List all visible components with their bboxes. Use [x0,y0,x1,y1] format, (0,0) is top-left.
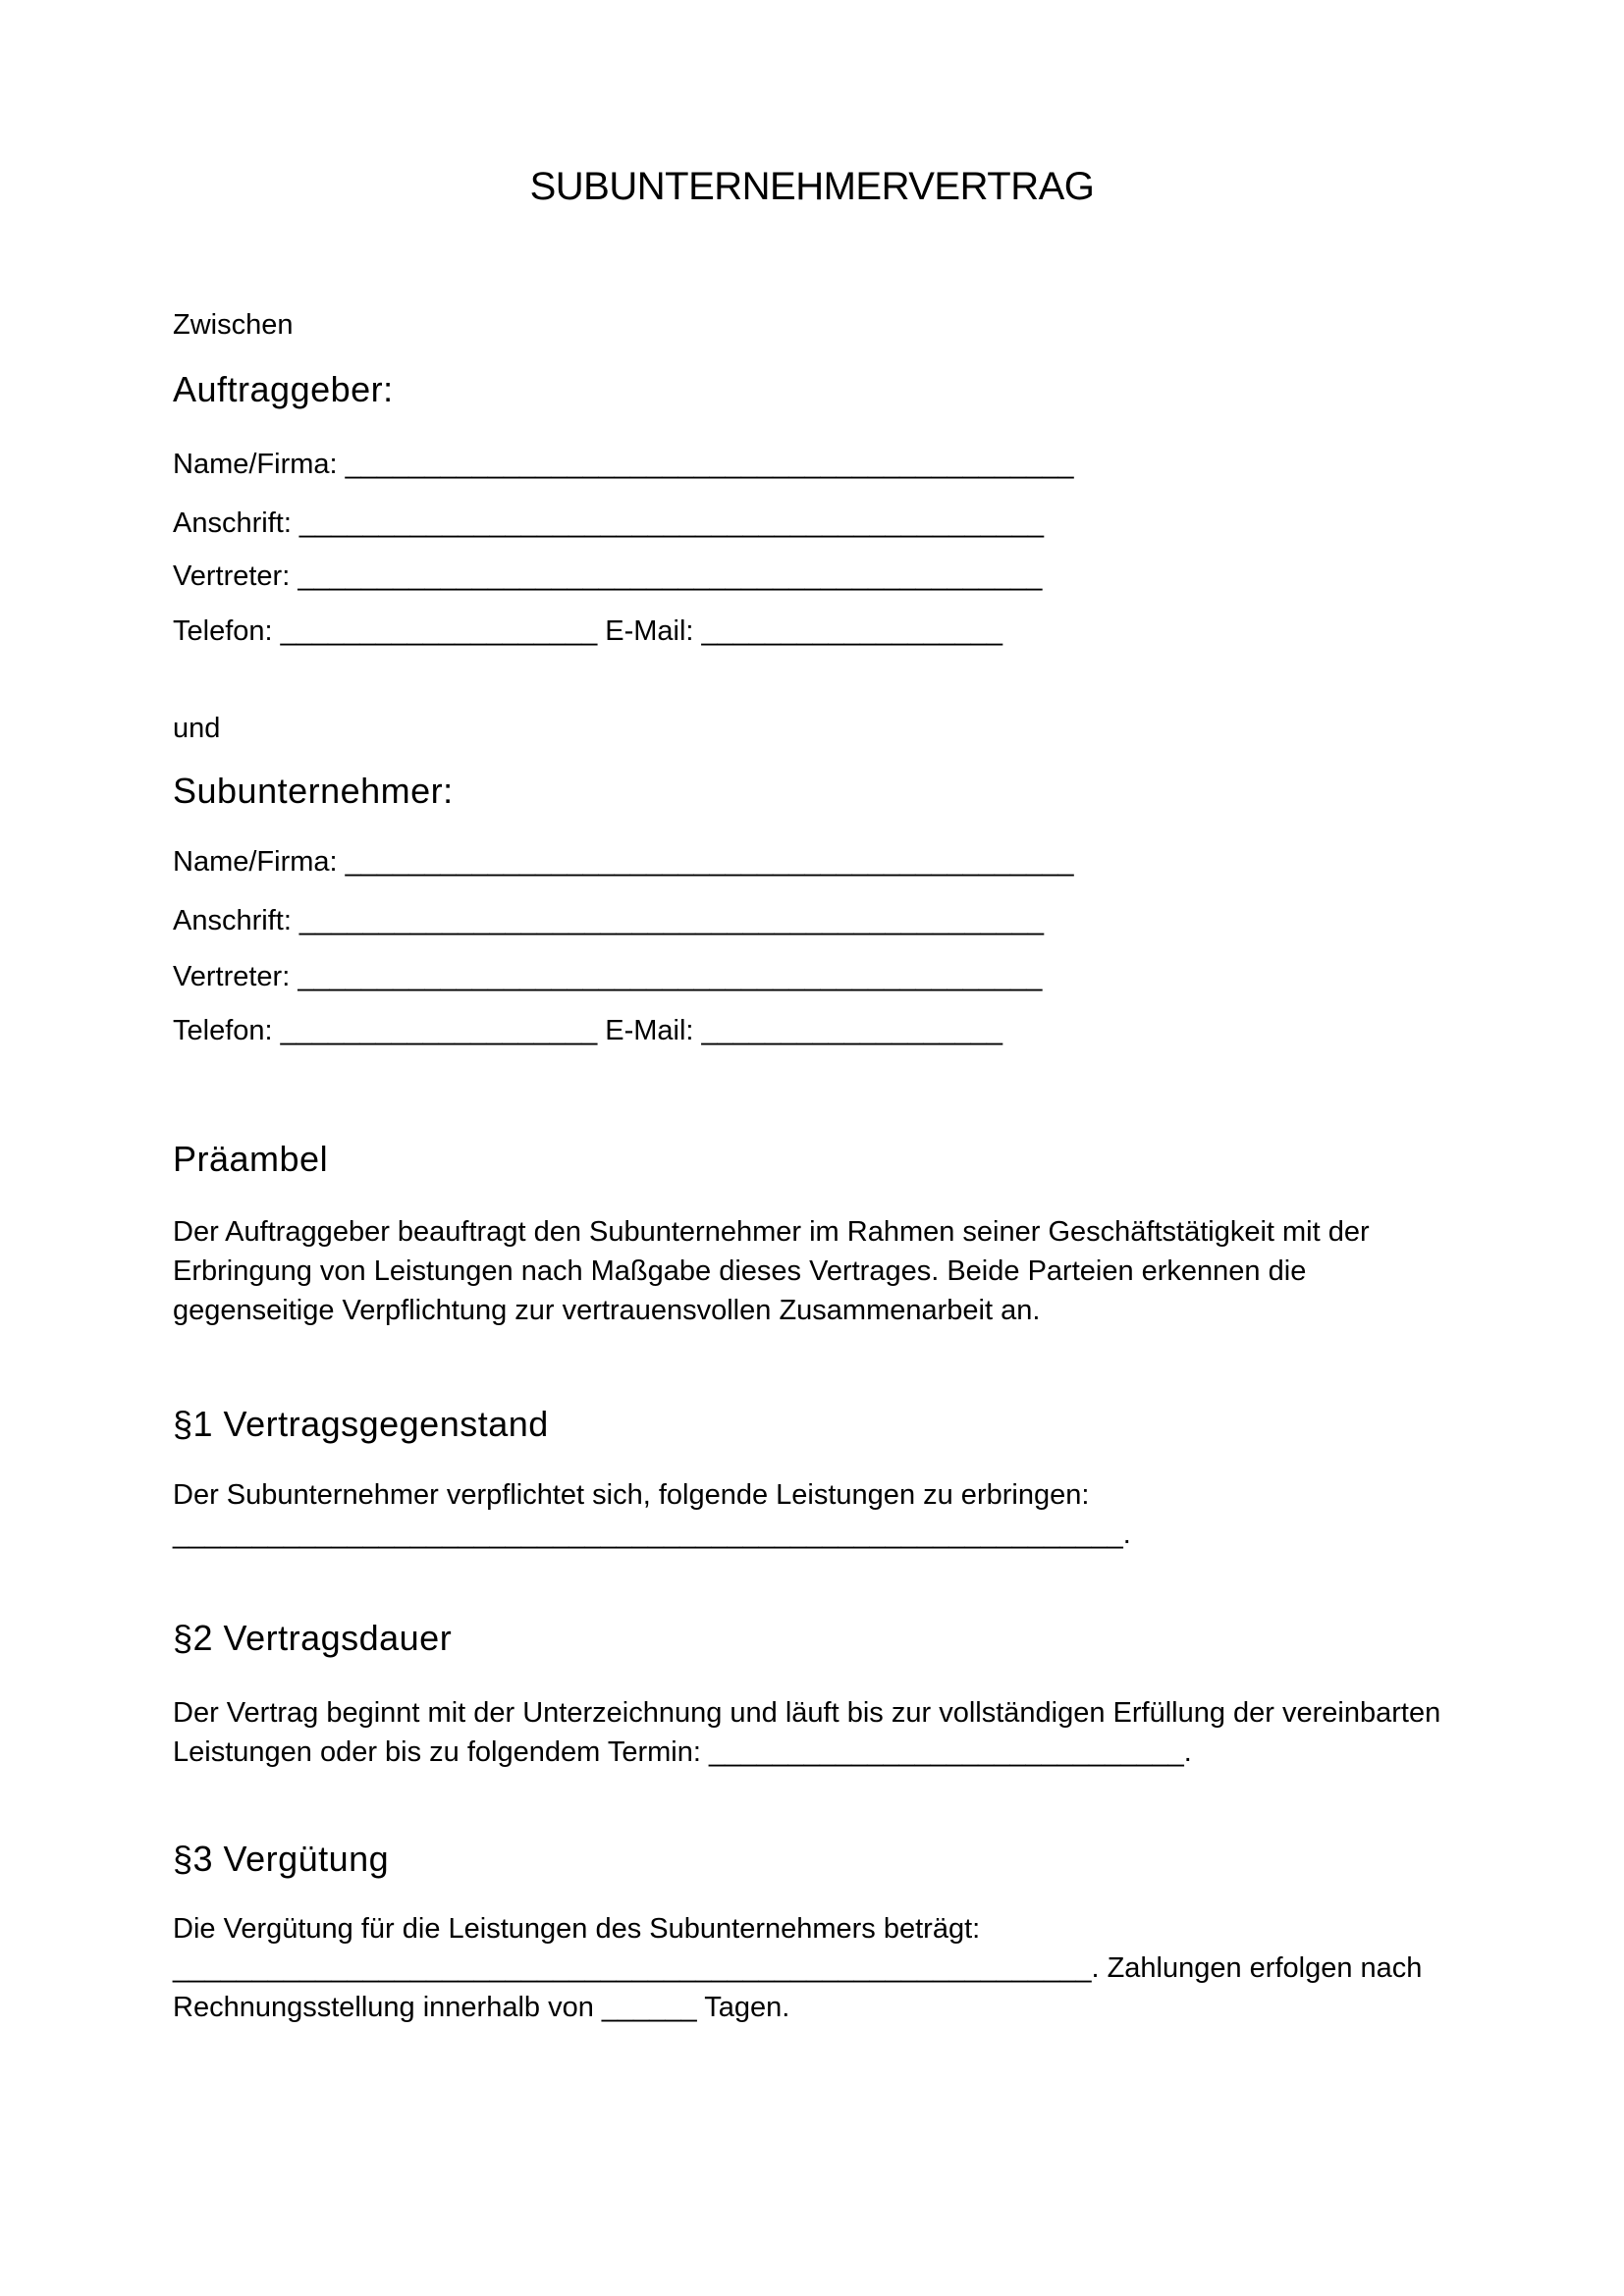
client-heading: Auftraggeber: [173,369,394,409]
intro-word: Zwischen [173,309,294,341]
section-1-heading: §1 Vertragsgegenstand [173,1404,549,1444]
subcontractor-heading: Subunternehmer: [173,771,454,811]
client-address-field: Anschrift: _______________________________________________ [173,507,1044,539]
subcontractor-representative-field: Vertreter: _______________________________________________ [173,961,1043,992]
conjunction-word: und [173,713,221,744]
section-2-paragraph: Der Vertrag beginnt mit der Unterzeichnung und läuft bis zur vollständigen Erfüllung der vereinbarten Leistungen oder bis zu folgendem Termin: ______________________________. [173,1697,1441,1768]
preamble-heading: Präambel [173,1139,329,1179]
subcontractor-address-field: Anschrift: _______________________________________________ [173,905,1044,936]
document-title: SUBUNTERNEHMERVERTRAG [529,165,1095,208]
subcontractor-phone-email-field: Telefon: ____________________ E-Mail: ___________________ [173,1015,1002,1046]
client-name-field: Name/Firma: ______________________________________________ [173,449,1074,480]
client-phone-email-field: Telefon: ____________________ E-Mail: ___________________ [173,615,1002,647]
client-representative-field: Vertreter: _______________________________________________ [173,561,1043,592]
subcontractor-name-field: Name/Firma: ______________________________________________ [173,846,1074,878]
preamble-paragraph: Der Auftraggeber beauftragt den Subunternehmer im Rahmen seiner Geschäftstätigkeit mit der Erbringung von Leistungen nach Maßgabe dieses Vertrages. Beide Parteien erkennen die gegenseitige Verpflichtung zur vertrauensvollen Zusammenarbeit an. [173,1216,1370,1326]
section-1-paragraph: Der Subunternehmer verpflichtet sich, folgende Leistungen zu erbringen: ____________________________________________________________. [173,1479,1131,1550]
section-2-heading: §2 Vertragsdauer [173,1618,453,1658]
section-3-heading: §3 Vergütung [173,1839,390,1879]
section-3-paragraph: Die Vergütung für die Leistungen des Subunternehmers beträgt: __________________________________________________________. Zahlungen erfolgen nach Rechnungsstellung innerhalb von ______ Tagen. [173,1913,1423,2023]
